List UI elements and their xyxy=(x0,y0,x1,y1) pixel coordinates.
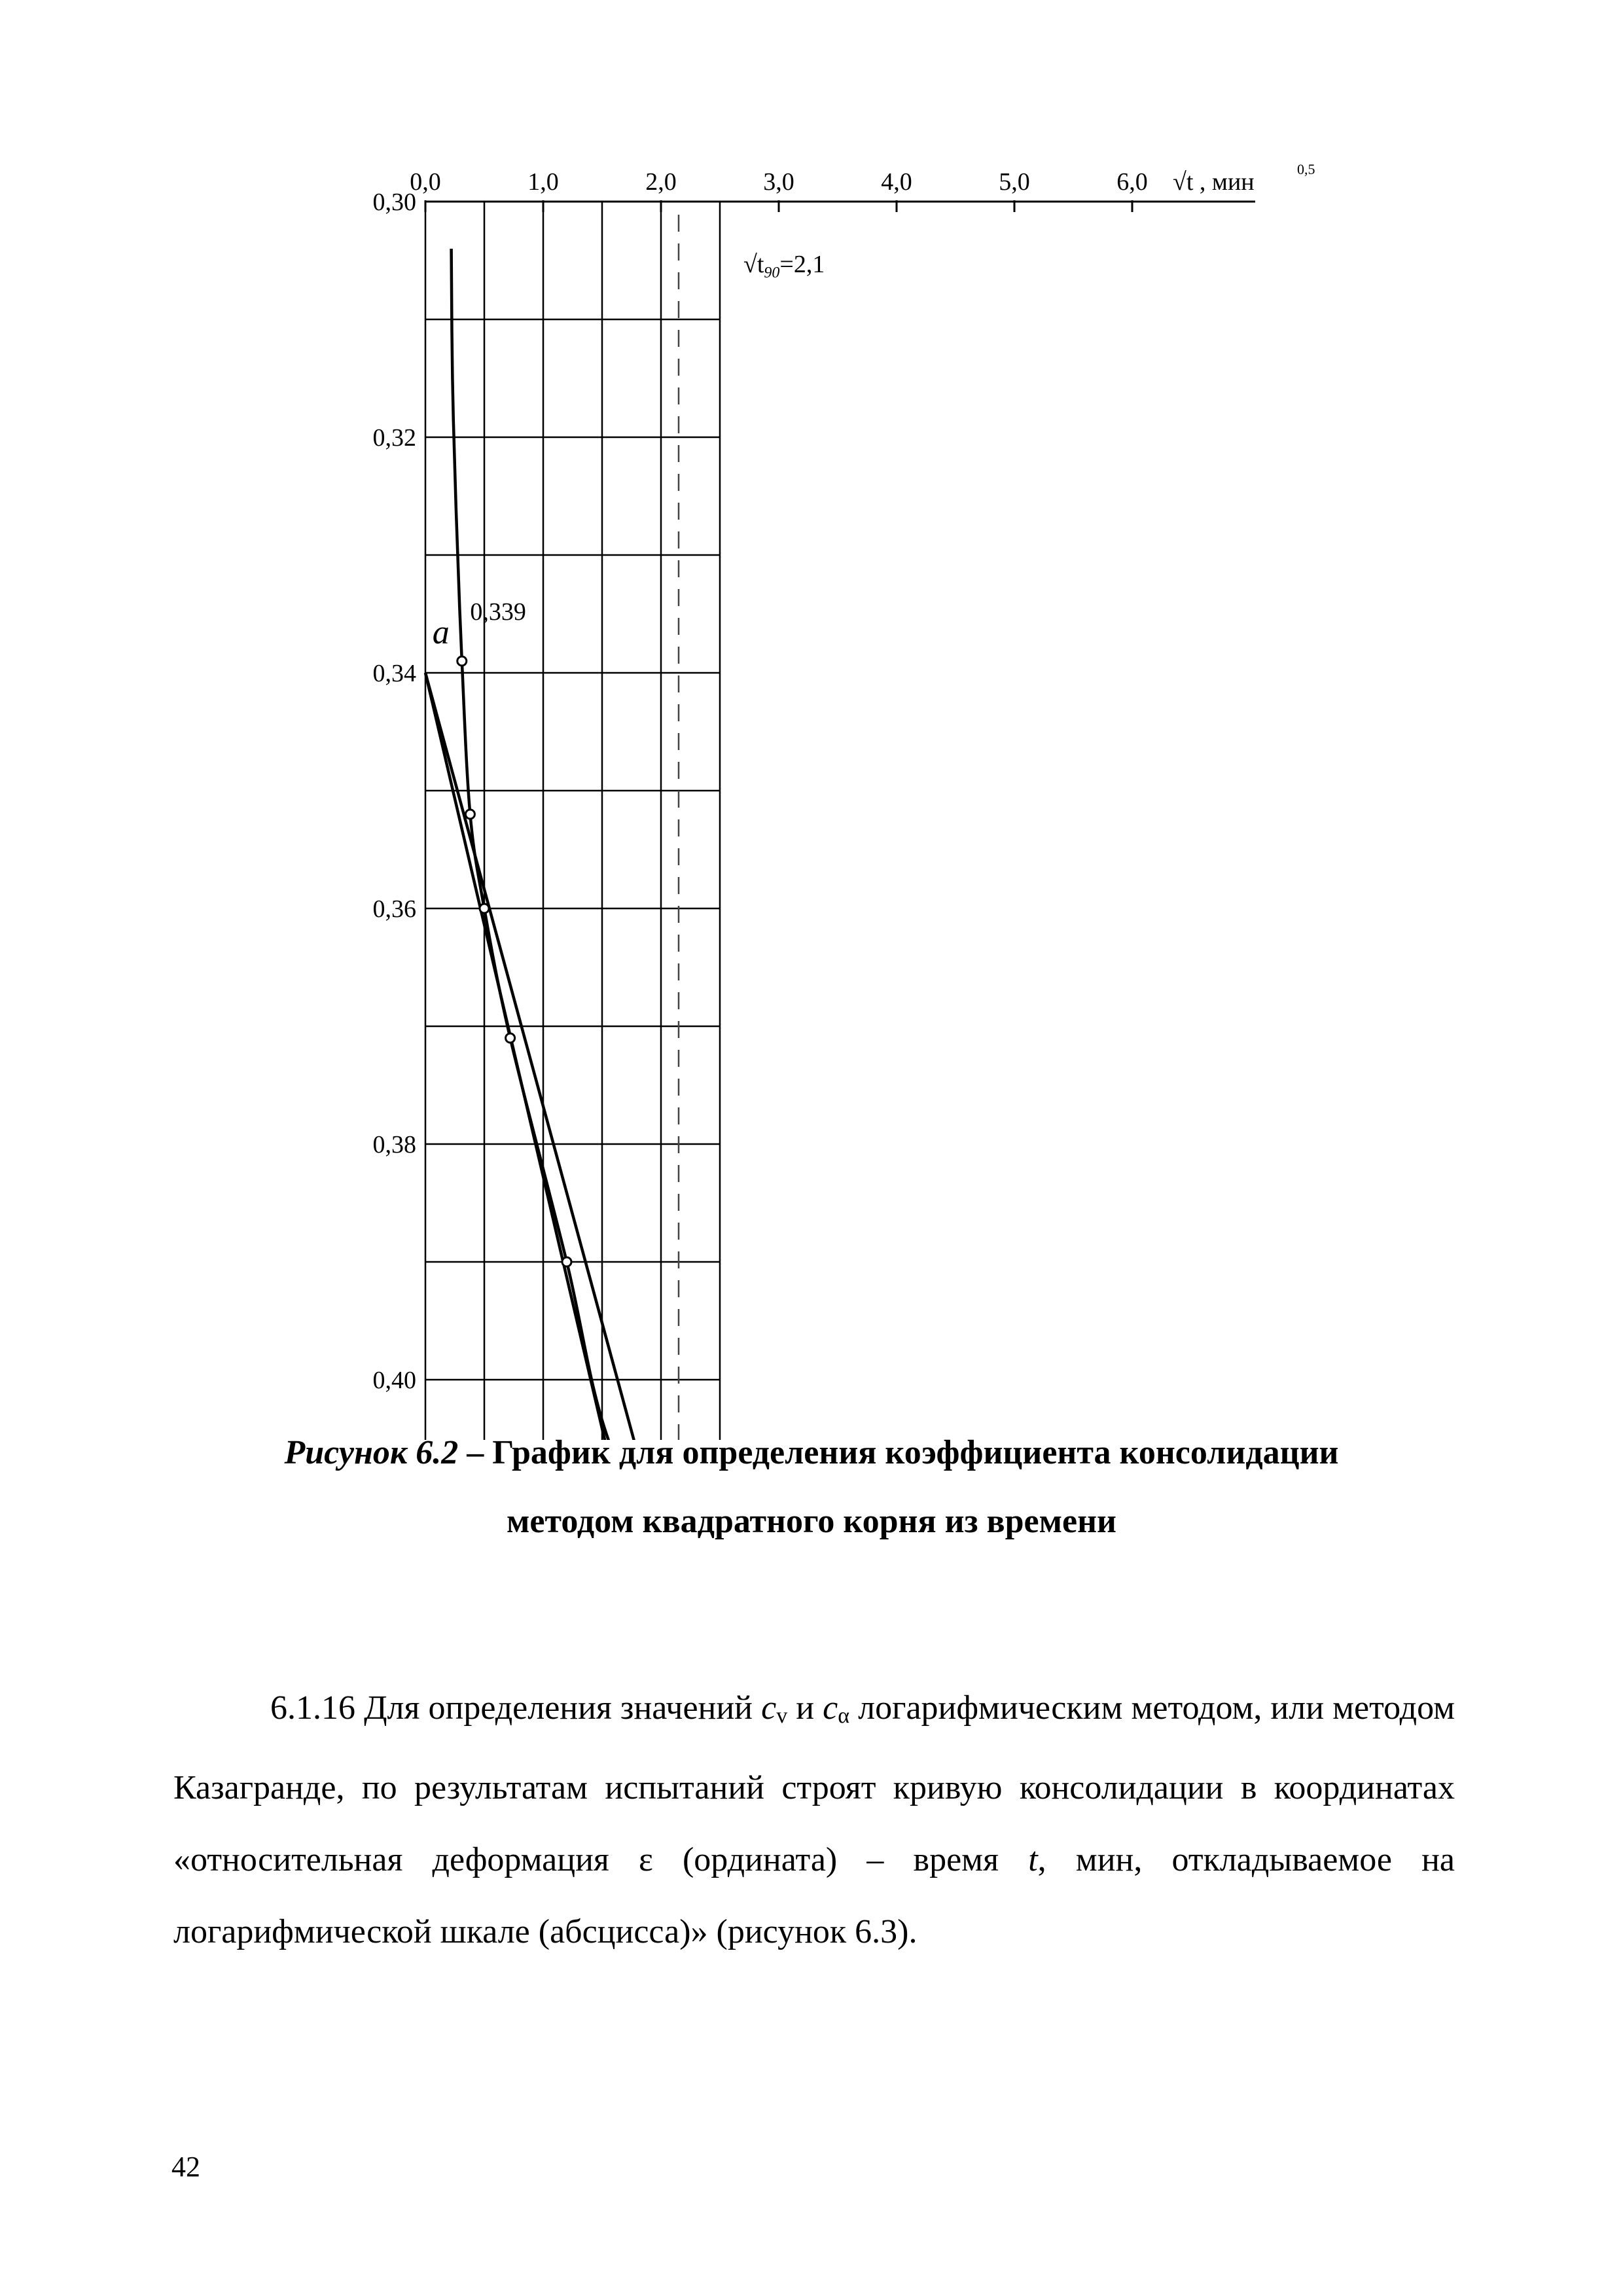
paragraph-text-1: 6.1.16 Для определения значений xyxy=(270,1689,762,1727)
line-c xyxy=(425,673,755,1440)
x-axis-title: √t , мин xyxy=(1173,168,1255,196)
annotation-subscript: 90 xyxy=(764,264,780,281)
paragraph-text-mid: и xyxy=(787,1689,823,1727)
chart-axes xyxy=(425,200,1255,212)
x-tick-label: 5,0 xyxy=(999,168,1030,196)
y-tick-label: 0,32 xyxy=(372,424,416,452)
t-symbol: t xyxy=(1028,1841,1038,1878)
data-point-marker xyxy=(480,904,489,913)
annotation-rest: =2,1 xyxy=(779,251,825,278)
y-tick-label: 0,38 xyxy=(372,1131,416,1158)
paragraph-indent xyxy=(173,1689,270,1727)
ca-symbol: c xyxy=(823,1689,838,1727)
figure-label: Рисунок 6.2 xyxy=(284,1434,459,1471)
line-b xyxy=(425,673,767,1440)
y-tick-label: 0,40 xyxy=(372,1367,416,1394)
y-tick-label: 0,34 xyxy=(372,660,416,687)
data-point-marker xyxy=(465,810,474,819)
chart-guides xyxy=(425,215,679,1440)
x-tick-label: 3,0 xyxy=(763,168,794,196)
chart-grid xyxy=(425,202,1250,1440)
caption-text-1: График для определения коэффициента консолидации xyxy=(492,1434,1339,1471)
x-tick-label: 2,0 xyxy=(645,168,677,196)
cv-symbol: c xyxy=(761,1689,777,1727)
paragraph-text-2: логарифмическим методом, или методом Казагранде, по результатам испытаний строят кривую консолидации в координатах «относительная деформация ε (ордината) – время xyxy=(173,1689,1455,1878)
x-tick-label: 1,0 xyxy=(527,168,559,196)
figure-caption-line1 xyxy=(131,1430,1492,1476)
caption-text-2: методом квадратного корня из времени xyxy=(507,1503,1116,1540)
y-tick-label: 0,30 xyxy=(372,188,416,216)
data-point-marker xyxy=(457,656,467,666)
data-point-marker xyxy=(562,1257,571,1266)
page-number: 42 xyxy=(171,2151,200,2183)
ca-subscript: α xyxy=(838,1704,850,1728)
x-tick-label: 6,0 xyxy=(1116,168,1148,196)
annotation-value: $√t_{90}=2,1$ xyxy=(743,251,825,281)
body-paragraph xyxy=(173,1672,1455,1968)
cv-subscript: v xyxy=(776,1704,788,1728)
figure-caption-line2 xyxy=(131,1499,1492,1545)
x-axis-title-superscript: 0,5 xyxy=(1297,161,1315,177)
x-tick-label: 4,0 xyxy=(881,168,912,196)
data-point-marker xyxy=(506,1033,515,1043)
y-tick-label: 0,36 xyxy=(372,895,416,923)
paragraph-text-3: , мин, откладываемое на логарифмической шкале (абсцисса)» (рисунок 6.3). xyxy=(173,1841,1455,1950)
annotation-a: a xyxy=(432,614,450,651)
chart-markers xyxy=(457,656,1196,1440)
caption-dash: – xyxy=(458,1434,493,1471)
annotation-value: 0,339 xyxy=(470,598,526,626)
chart-lines xyxy=(425,673,767,1440)
chart-labels xyxy=(363,161,1315,1440)
x-tick-label: 0,0 xyxy=(410,168,441,196)
